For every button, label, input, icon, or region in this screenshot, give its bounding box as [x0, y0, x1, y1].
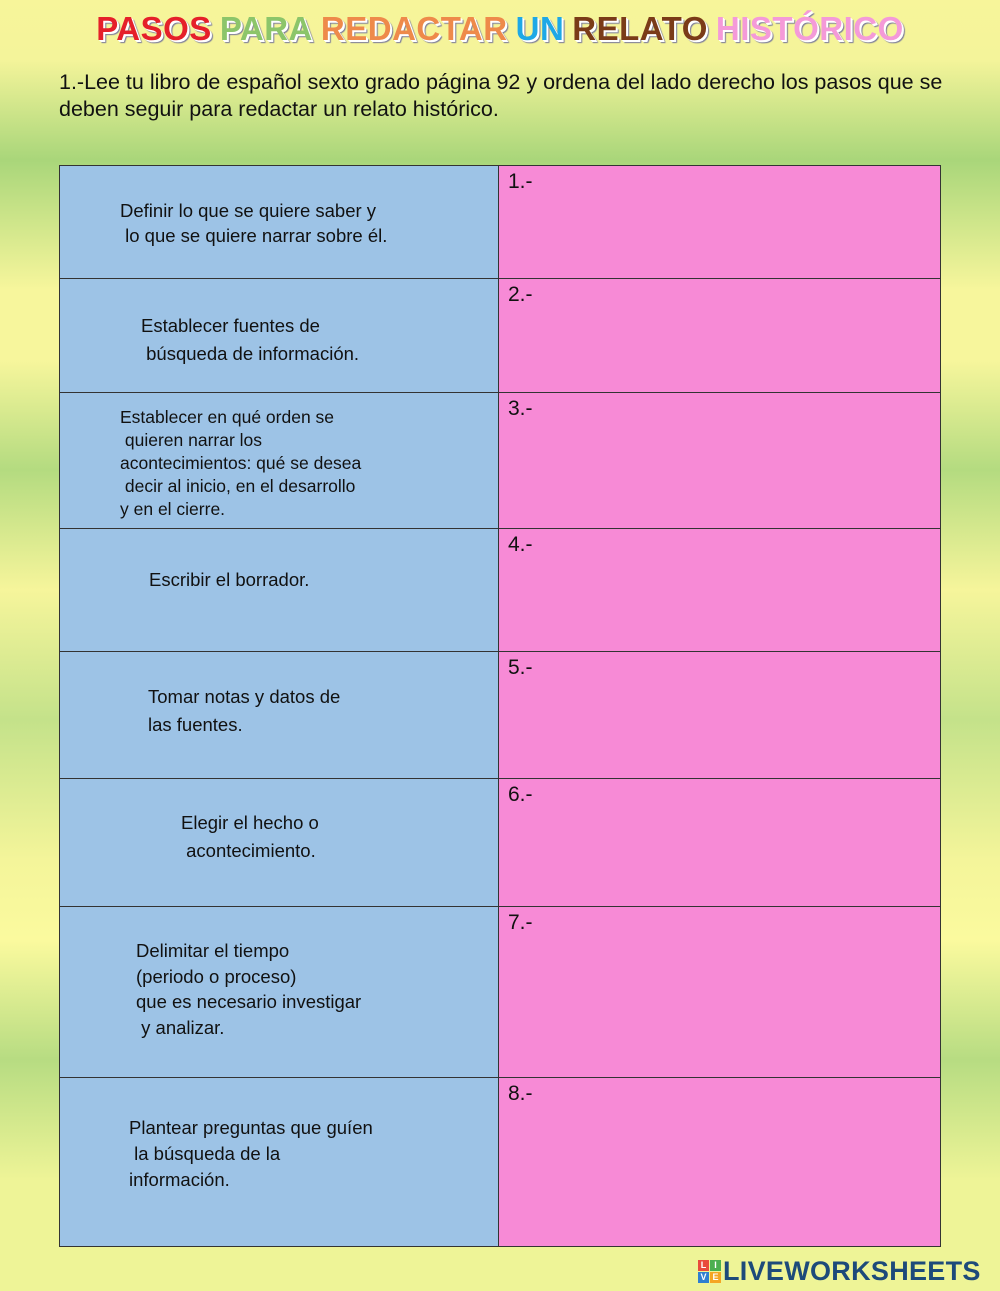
- logo-mark-letter: L: [698, 1260, 709, 1271]
- step-card[interactable]: [60, 779, 499, 906]
- answer-slot[interactable]: 8.-: [499, 1078, 940, 1246]
- answer-slot[interactable]: 5.-: [499, 652, 940, 778]
- worksheet-title: [0, 10, 1000, 48]
- logo-mark-letter: I: [710, 1260, 721, 1271]
- table-row: [60, 1078, 940, 1246]
- step-card[interactable]: [60, 907, 499, 1077]
- title-word: REDACTAR: [320, 10, 508, 47]
- answer-slot[interactable]: 6.-: [499, 779, 940, 906]
- step-text: Elegir el hecho o acontecimiento.: [181, 812, 319, 861]
- step-text: Tomar notas y datos de las fuentes.: [148, 686, 341, 735]
- step-text: Delimitar el tiempo (periodo o proceso) que es necesario investigar y analizar.: [136, 940, 362, 1038]
- table-row: [60, 393, 940, 529]
- table-row: [60, 907, 940, 1078]
- title-word: PARA: [219, 10, 313, 47]
- step-card[interactable]: [60, 279, 499, 392]
- logo-mark-letter: V: [698, 1272, 709, 1283]
- step-text: Establecer fuentes de búsqueda de información.: [141, 315, 360, 364]
- table-row: [60, 779, 940, 907]
- step-card[interactable]: [60, 1078, 499, 1246]
- step-card[interactable]: [60, 166, 499, 278]
- step-card[interactable]: [60, 529, 499, 651]
- step-card[interactable]: [60, 652, 499, 778]
- answer-slot[interactable]: 7.-: [499, 907, 940, 1077]
- logo-mark-icon: [698, 1260, 721, 1283]
- title-word: RELATO: [572, 10, 708, 47]
- step-card[interactable]: [60, 393, 499, 528]
- answer-slot[interactable]: 4.-: [499, 529, 940, 651]
- title-word: UN: [515, 10, 565, 47]
- table-row: [60, 279, 940, 393]
- table-row: [60, 529, 940, 652]
- table-row: [60, 652, 940, 779]
- title-word: PASOS: [96, 10, 212, 47]
- title-word: HISTÓRICO: [715, 10, 904, 47]
- instructions: 1.-Lee tu libro de español sexto grado página 92 y ordena del lado derecho los pasos que se deben seguir para redactar un relato histórico.: [59, 70, 943, 121]
- table-row: [60, 166, 940, 279]
- answer-slot[interactable]: 1.-: [499, 166, 940, 278]
- answer-slot[interactable]: 3.-: [499, 393, 940, 528]
- liveworksheets-logo: [698, 1256, 981, 1287]
- logo-mark-letter: E: [710, 1272, 721, 1283]
- answer-slot[interactable]: 2.-: [499, 279, 940, 392]
- ordering-table: [59, 165, 941, 1247]
- step-text: Plantear preguntas que guíen la búsqueda de la información.: [129, 1117, 373, 1190]
- logo-text: LIVEWORKSHEETS: [723, 1256, 981, 1286]
- step-text: Definir lo que se quiere saber y lo que se quiere narrar sobre él.: [120, 200, 388, 246]
- step-text: Establecer en qué orden se quieren narrar los acontecimientos: qué se desea decir al inicio, en el desarrollo y en el cierre.: [120, 407, 362, 519]
- step-text: Escribir el borrador.: [149, 569, 310, 590]
